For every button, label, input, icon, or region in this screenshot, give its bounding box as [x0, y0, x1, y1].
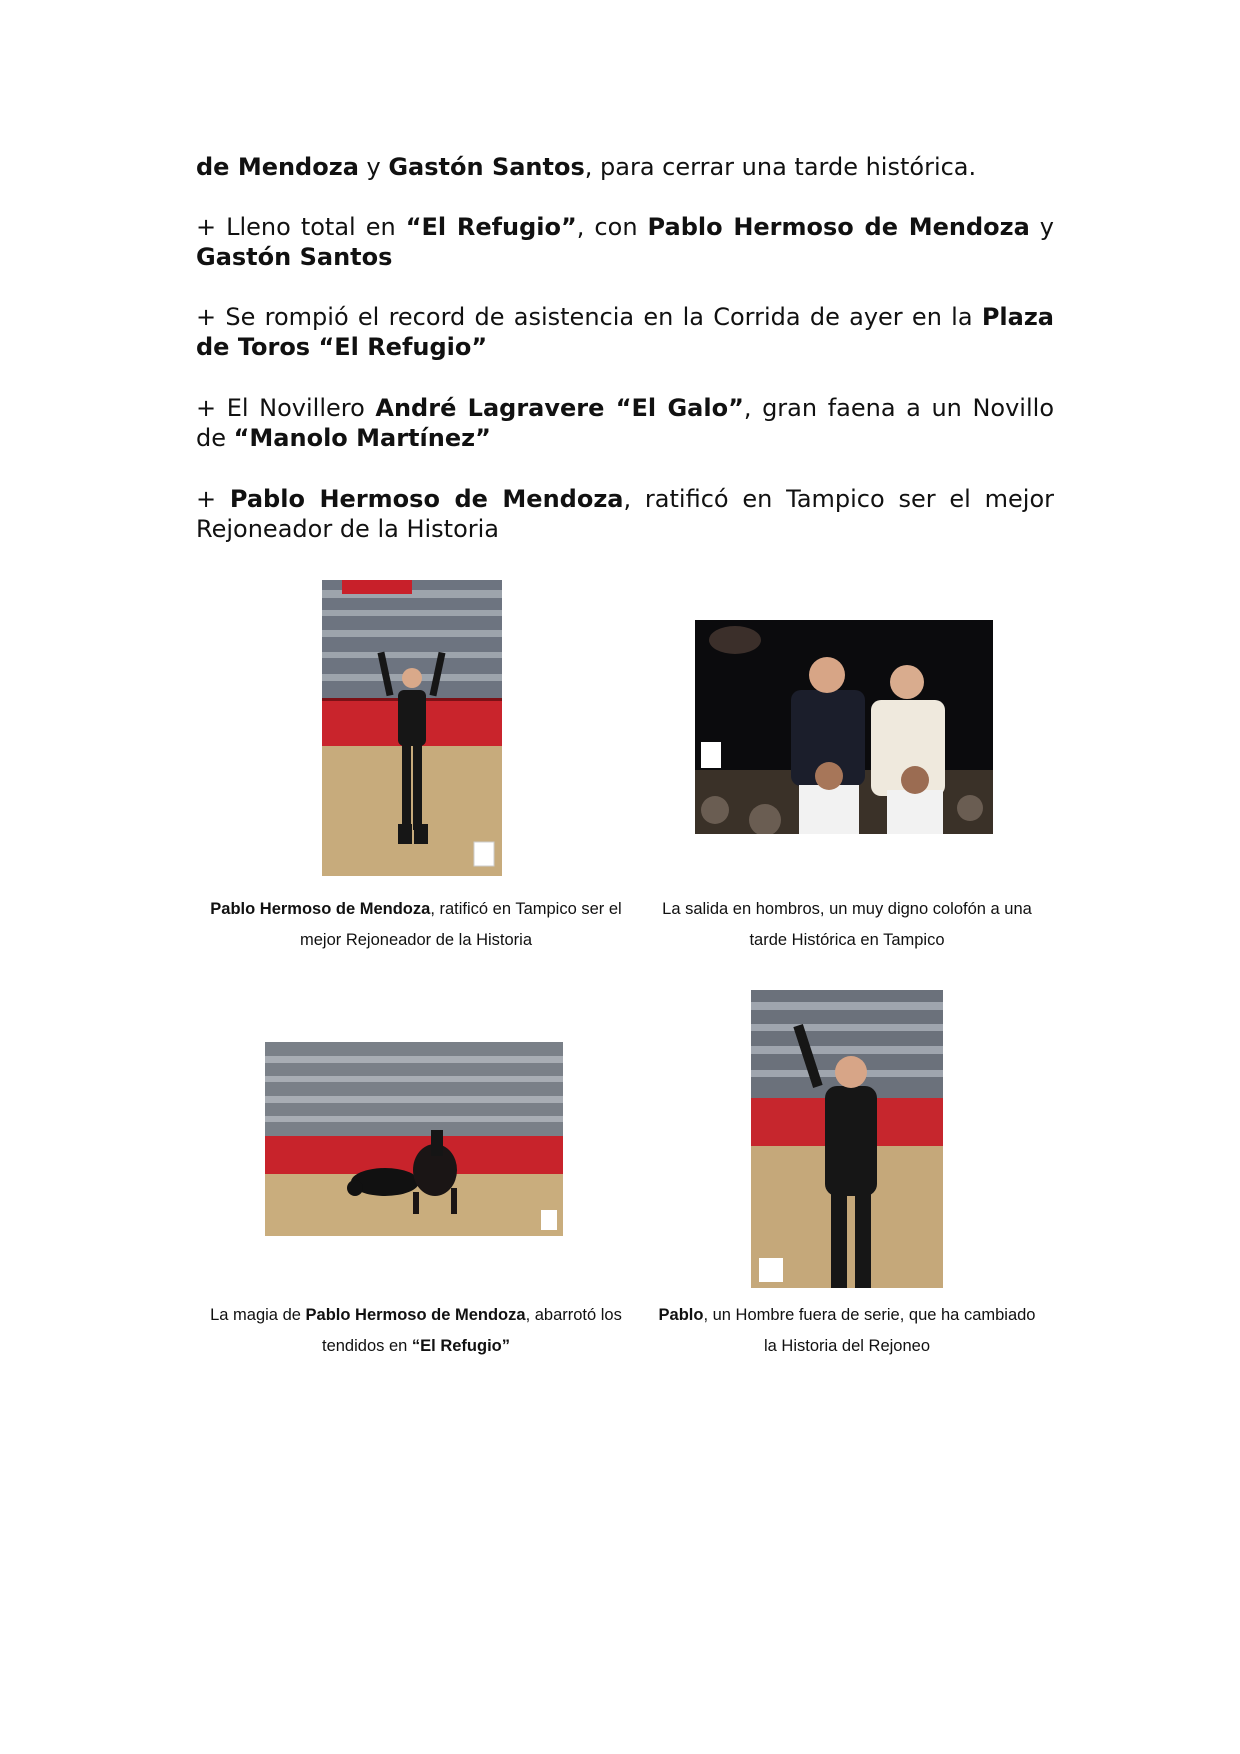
bold-text: “El Refugio” — [405, 213, 577, 241]
bold-text: de Mendoza — [196, 153, 359, 181]
text: y — [1029, 213, 1055, 241]
text: , con — [576, 213, 648, 241]
text: La magia de — [210, 1306, 306, 1324]
photo-salida-en-hombros — [695, 620, 993, 834]
text: + — [196, 485, 230, 513]
caption-photo-4 — [650, 1300, 1044, 1362]
caption-photo-3 — [196, 1300, 636, 1362]
bold-text: “El Refugio” — [411, 1337, 510, 1355]
text: , para cerrar una tarde histórica. — [584, 153, 977, 181]
bold-text: Pablo Hermoso de Mendoza — [647, 213, 1030, 241]
paragraph-record-asistencia — [196, 302, 1054, 362]
bold-text: André Lagravere “El Galo” — [375, 394, 744, 422]
paragraph-lleno-total — [196, 212, 1054, 272]
text: , ratificó en Tampico ser el mejor Rejoneador de la Historia — [196, 485, 1054, 543]
paragraph-intro — [196, 152, 1054, 182]
photo-pablo-saludando — [751, 990, 943, 1288]
bold-text: Pablo Hermoso de Mendoza — [305, 1306, 526, 1324]
text: , gran faena a un Novillo de — [196, 394, 1054, 452]
text: y — [358, 153, 389, 181]
bold-text: Gastón Santos — [196, 243, 393, 271]
caption-photo-1 — [196, 894, 636, 956]
bold-text: Gastón Santos — [388, 153, 585, 181]
text: , un Hombre fuera de serie, que ha cambiado la Historia del Rejoneo — [703, 1306, 1036, 1355]
text: + El Novillero — [196, 394, 376, 422]
text: + Se rompió el record de asistencia en la Corrida de ayer en la — [196, 303, 982, 331]
photo-rejoneo-toro-caballo — [265, 1042, 563, 1236]
photo-rejoneador-arms-raised — [322, 580, 502, 876]
bold-text: Pablo — [658, 1306, 704, 1324]
bold-text: Plaza de Toros “El Refugio” — [196, 303, 1054, 361]
caption-photo-2 — [650, 894, 1044, 956]
text: La salida en hombros, un muy digno colofón a una tarde Histórica en Tampico — [662, 900, 1032, 949]
bold-text: Pablo Hermoso de Mendoza — [210, 900, 431, 918]
text: + Lleno total en — [196, 213, 406, 241]
paragraph-ratifico — [196, 484, 1054, 544]
paragraph-novillero — [196, 393, 1054, 453]
bold-text: Pablo Hermoso de Mendoza — [229, 485, 624, 513]
text: , abarrotó los tendidos en — [322, 1306, 622, 1355]
text: , ratificó en Tampico ser el mejor Rejoneador de la Historia — [299, 900, 622, 949]
bold-text: “Manolo Martínez” — [233, 424, 491, 452]
